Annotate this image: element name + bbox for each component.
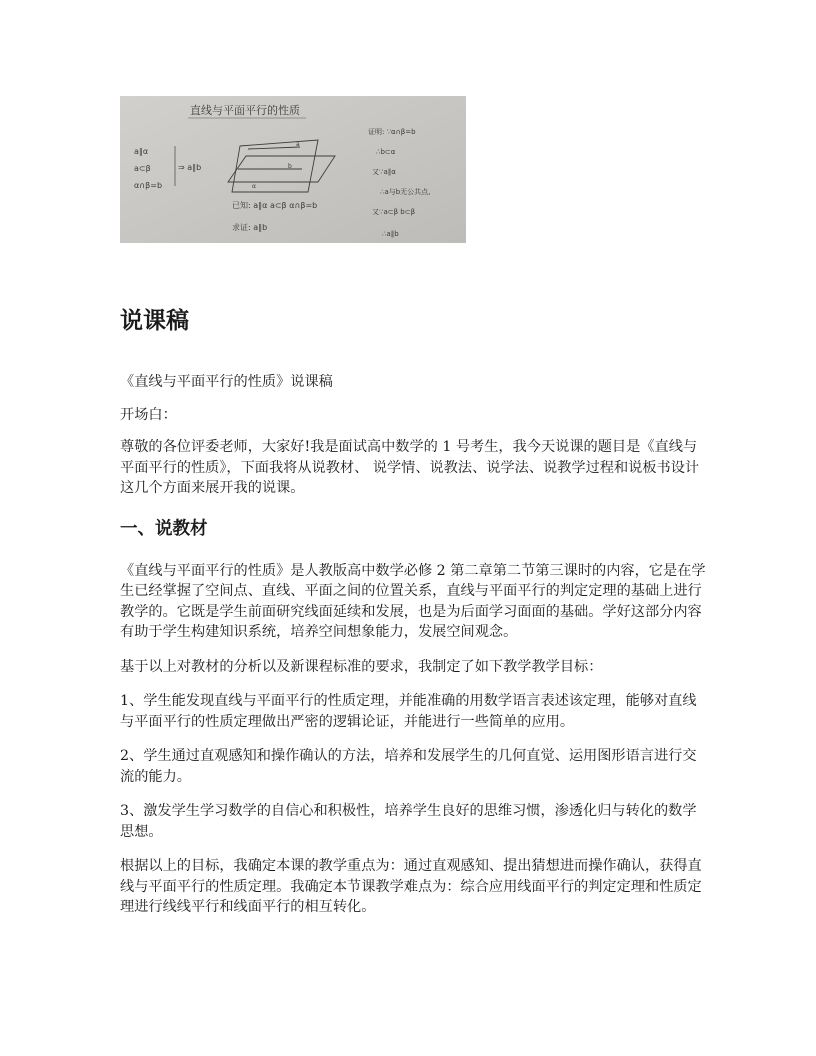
photo-proof-1: 证明: ∵α∩β=b	[368, 128, 416, 136]
photo-proof-4: ∴a与b无公共点,	[380, 188, 431, 196]
photo-cond-2: a⊂β	[134, 164, 151, 173]
goal-1: 1、学生能发现直线与平面平行的性质定理，并能准确的用数学语言表述该定理，能够对直线与平面平行的性质定理做出严密的逻辑论证，并能进行一些简单的应用。	[120, 693, 697, 730]
photo-cond-1: a∥α	[134, 147, 149, 156]
photo-proof-2: ∴b⊂α	[376, 148, 396, 156]
document-body	[120, 304, 710, 932]
photo-known: 已知: a∥α a⊂β α∩β=b	[232, 201, 318, 210]
photo-proof-5: 又∵a⊂β b⊂β	[372, 208, 416, 216]
goal-3: 3、激发学生学习数学的自信心和积极性，培养学生良好的思维习惯，渗透化归与转化的数学思想。	[120, 803, 697, 840]
whiteboard-photo	[120, 96, 466, 243]
svg-text:α: α	[252, 183, 256, 190]
page-title: 说课稿	[120, 308, 189, 334]
section-1-paragraph-3: 根据以上的目标，我确定本课的教学重点为：通过直观感知、提出猜想进而操作确认，获得直线与平面平行的性质定理。我确定本节课教学难点为：综合应用线面平行的判定定理和性质定理进行线线平行和线面平行的相互转化。	[120, 858, 702, 915]
opening-paragraph: 尊敬的各位评委老师，大家好!我是面试高中数学的 1 号考生，我今天说课的题目是《直线与平面平行的性质》，下面我将从说教材、 说学情、说教法、说学法、说教学过程和说板书设计这几个方面来展开我的说课。	[120, 439, 700, 496]
section-1-title: 一、说教材	[120, 518, 208, 539]
photo-proof-6: ∴a∥b	[382, 230, 399, 238]
photo-proof-3: 又∵a∥α	[372, 168, 396, 176]
subtitle: 《直线与平面平行的性质》说课稿	[120, 374, 333, 390]
svg-text:b: b	[288, 163, 292, 170]
section-1-paragraph-2: 基于以上对教材的分析以及新课程标准的要求，我制定了如下教学教学目标：	[120, 658, 603, 675]
svg-text:a: a	[296, 141, 300, 148]
photo-cond-3: α∩β=b	[134, 181, 163, 190]
section-1-paragraph-1: 《直线与平面平行的性质》是人教版高中数学必修 2 第二章第二节第三课时的内容，它是在学生已经掌握了空间点、直线、平面之间的位置关系，直线与平面平行的判定定理的基础上进行教学的。它既是学生前面研究线面延续和发展，也是为后面学习面面的基础。学好这部分内容有助于学生构建知识系统，培养空间想象能力，发展空间观念。	[120, 562, 706, 640]
goal-2: 2、学生通过直观感知和操作确认的方法，培养和发展学生的几何直觉、运用图形语言进行交流的能力。	[120, 748, 697, 785]
photo-result: ⇒ a∥b	[178, 163, 202, 172]
photo-title: 直线与平面平行的性质	[190, 104, 300, 117]
photo-prove: 求证: a∥b	[232, 223, 268, 232]
opening-label: 开场白：	[120, 406, 177, 423]
